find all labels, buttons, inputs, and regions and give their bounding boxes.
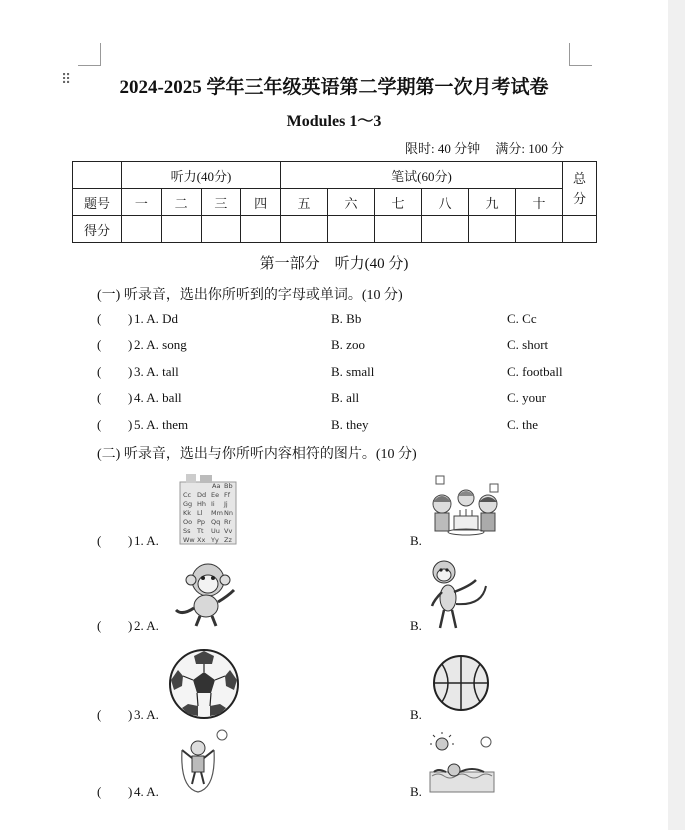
exam-subtitle: Modules 1～3 [286, 113, 382, 130]
col-10: 十 [516, 189, 563, 216]
monkey-standing-svg [426, 556, 490, 632]
answer-paren-open[interactable]: ( [97, 784, 102, 799]
option-b-label: B. [410, 784, 422, 799]
score-label: 得分 [73, 216, 122, 243]
score-cell[interactable] [469, 216, 516, 243]
option-a-label: 3. A. [134, 707, 159, 722]
option-b: B. all [331, 390, 360, 405]
monkey-cartoon-svg [172, 560, 244, 628]
option-c: C. short [507, 337, 549, 352]
alphabet-chart-picture [178, 474, 238, 546]
answer-paren-close: ) [128, 364, 133, 379]
col-3: 三 [201, 189, 241, 216]
option-a: 5. A. them [134, 417, 189, 432]
alphabet-letter: Cc [183, 491, 192, 499]
alphabet-letter: Aa [212, 482, 221, 490]
question-row [97, 364, 597, 384]
alphabet-letter: Tt [197, 527, 204, 535]
alphabet-letter: Qq [211, 518, 221, 526]
col-8: 八 [422, 189, 469, 216]
exam-title: 2024-2025 学年三年级英语第二学期第一次月考试卷 [119, 77, 549, 98]
page-corner-mark-top-right [569, 43, 592, 66]
basketball-picture [432, 654, 490, 712]
option-a-label: 1. A. [134, 533, 159, 548]
score-table [72, 161, 597, 243]
score-cell[interactable] [375, 216, 422, 243]
option-b: B. small [331, 364, 375, 379]
alphabet-letter: Ww [183, 536, 195, 544]
answer-paren-open[interactable]: ( [97, 707, 102, 722]
alphabet-letter: Oo [183, 518, 193, 526]
alphabet-letter: Kk [183, 509, 192, 517]
alphabet-letter: Ll [197, 509, 203, 517]
col-1: 一 [122, 189, 162, 216]
birthday-party-picture [422, 472, 510, 542]
col-5: 五 [281, 189, 328, 216]
col-9: 九 [469, 189, 516, 216]
answer-paren-close: ) [128, 311, 133, 326]
option-b: B. zoo [331, 337, 365, 352]
alphabet-chart-svg [178, 474, 238, 546]
alphabet-letter: Zz [224, 536, 232, 544]
alphabet-letter: Ff [224, 491, 231, 499]
alphabet-letter: Pp [197, 518, 206, 526]
score-cell[interactable] [281, 216, 328, 243]
answer-paren-close: ) [128, 533, 133, 548]
soccer-ball-picture [168, 648, 240, 720]
alphabet-letter: Vv [224, 527, 233, 535]
col-4: 四 [241, 189, 281, 216]
score-cell[interactable] [122, 216, 162, 243]
full-score: 满分: 100 分 [495, 141, 564, 156]
answer-paren-open[interactable]: ( [97, 618, 102, 633]
answer-paren-close: ) [128, 618, 133, 633]
question-row [97, 311, 597, 331]
answer-paren-open[interactable]: ( [97, 364, 102, 379]
answer-paren-close: ) [128, 784, 133, 799]
alphabet-letter: Bb [224, 482, 233, 490]
alphabet-letter: Yy [211, 536, 219, 544]
score-table-header-row [73, 162, 597, 189]
alphabet-letter: Hh [197, 500, 207, 508]
answer-paren-open[interactable]: ( [97, 533, 102, 548]
option-c: C. your [507, 390, 546, 405]
jumping-rope-boy-picture [176, 728, 230, 798]
question-number-row [73, 189, 597, 216]
birthday-party-svg [422, 472, 510, 542]
answer-paren-close: ) [128, 337, 133, 352]
option-b-label: B. [410, 707, 422, 722]
monkey-standing-picture [426, 556, 490, 632]
option-b-label: B. [410, 533, 422, 548]
answer-paren-close: ) [128, 390, 133, 405]
alphabet-letter: Ii [211, 500, 215, 508]
writing-header: 笔试(60分) [281, 162, 563, 189]
swimming-boy-svg [428, 732, 496, 794]
question-row [97, 337, 597, 357]
answer-paren-open[interactable]: ( [97, 390, 102, 405]
score-cell[interactable] [563, 216, 597, 243]
option-a-label: 4. A. [134, 784, 159, 799]
answer-paren-open[interactable]: ( [97, 337, 102, 352]
answer-paren-open[interactable]: ( [97, 417, 102, 432]
alphabet-letter: Nn [224, 509, 233, 517]
page-corner-mark-top-left [78, 43, 101, 66]
option-c: C. football [507, 364, 563, 379]
alphabet-letter: Xx [197, 536, 206, 544]
option-a-label: 2. A. [134, 618, 159, 633]
col-7: 七 [375, 189, 422, 216]
alphabet-letter: Gg [183, 500, 193, 508]
alphabet-letter: Mm [211, 509, 223, 517]
option-b: B. Bb [331, 311, 362, 326]
answer-paren-close: ) [128, 707, 133, 722]
swimming-boy-picture [428, 732, 496, 794]
question-number-label: 题号 [73, 189, 122, 216]
col-2: 二 [161, 189, 201, 216]
part1-title: 第一部分 听力(40 分) [259, 256, 409, 272]
option-b: B. they [331, 417, 369, 432]
alphabet-letter: Jj [224, 500, 228, 508]
alphabet-letter: Ee [211, 491, 220, 499]
score-row [73, 216, 597, 243]
jumping-rope-boy-svg [176, 728, 230, 798]
exam-limits [405, 138, 576, 157]
score-cell[interactable] [161, 216, 201, 243]
basketball-svg [432, 654, 490, 712]
listening-header: 听力(40分) [122, 162, 281, 189]
total-header: 总 分 [563, 162, 597, 216]
time-limit: 限时: 40 分钟 [405, 141, 481, 156]
drag-handle-icon[interactable]: ⠿ [61, 72, 72, 88]
score-cell[interactable] [516, 216, 563, 243]
option-a: 4. A. ball [134, 390, 182, 405]
score-cell[interactable] [328, 216, 375, 243]
question-row [97, 390, 597, 410]
score-cell[interactable] [201, 216, 241, 243]
alphabet-letter: Dd [197, 491, 207, 499]
col-6: 六 [328, 189, 375, 216]
score-cell[interactable] [241, 216, 281, 243]
scrollbar-track[interactable] [668, 0, 685, 830]
option-c: C. the [507, 417, 539, 432]
score-cell[interactable] [422, 216, 469, 243]
answer-paren-open[interactable]: ( [97, 311, 102, 326]
option-a: 1. A. Dd [134, 311, 179, 326]
alphabet-letter: Rr [224, 518, 232, 526]
option-a: 3. A. tall [134, 364, 179, 379]
option-a: 2. A. song [134, 337, 187, 352]
soccer-ball-svg [168, 648, 240, 720]
question-row [97, 417, 597, 437]
score-table-corner-cell [73, 162, 122, 189]
alphabet-letter: Ss [183, 527, 191, 535]
alphabet-letter: Uu [211, 527, 220, 535]
option-c: C. Cc [507, 311, 537, 326]
section1-title: (一) 听录音，选出你所听到的字母或单词。(10 分) [97, 288, 403, 303]
monkey-cartoon-picture [172, 560, 244, 628]
section2-title: (二) 听录音，选出与你所听内容相符的图片。(10 分) [97, 447, 417, 462]
answer-paren-close: ) [128, 417, 133, 432]
option-b-label: B. [410, 618, 422, 633]
